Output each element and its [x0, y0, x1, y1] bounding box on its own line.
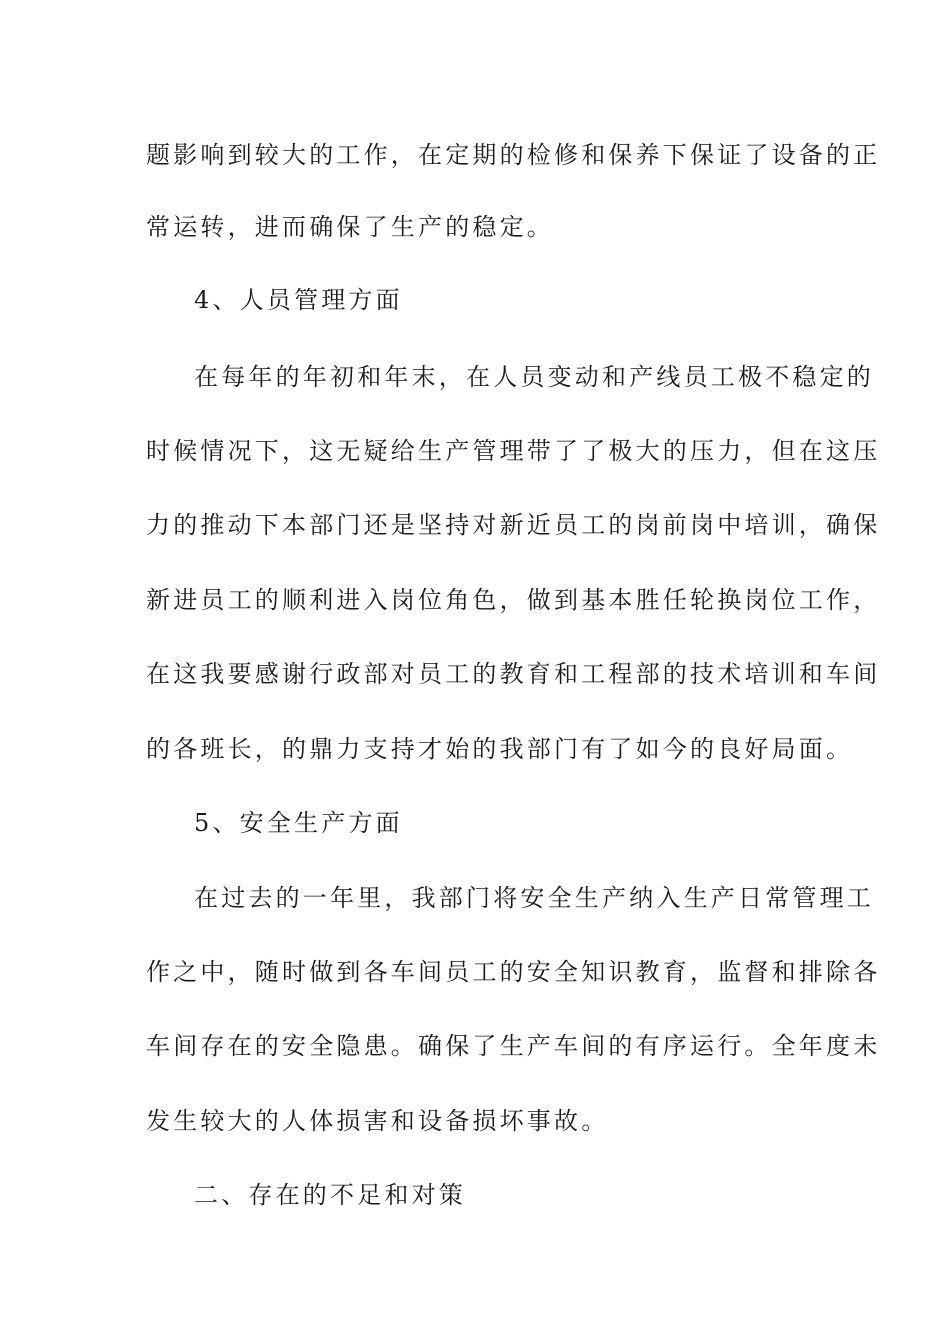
paragraph-line: 发生较大的人体损害和设备损坏事故。 — [146, 1107, 609, 1135]
paragraph-line: 在过去的一年里，我部门将安全生产纳入生产日常管理工 — [194, 884, 874, 912]
section-heading: 4、人员管理方面 — [194, 286, 403, 314]
section-heading: 二、存在的不足和对策 — [194, 1181, 466, 1209]
paragraph-line: 题影响到较大的工作，在定期的检修和保养下保证了设备的正 — [146, 141, 881, 169]
paragraph-line: 力的推动下本部门还是坚持对新近员工的岗前岗中培训，确保 — [146, 511, 881, 539]
paragraph-line: 新进员工的顺利进入岗位角色，做到基本胜任轮换岗位工作， — [146, 586, 881, 614]
paragraph-line: 在每年的年初和年末，在人员变动和产线员工极不稳定的 — [194, 363, 874, 391]
paragraph-line: 作之中，随时做到各车间员工的安全知识教育，监督和排除各 — [146, 958, 881, 986]
paragraph-line: 常运转，进而确保了生产的稳定。 — [146, 213, 554, 241]
section-heading: 5、安全生产方面 — [194, 809, 403, 837]
paragraph-line: 的各班长，的鼎力支持才始的我部门有了如今的良好局面。 — [146, 735, 854, 763]
paragraph-line: 车间存在的安全隐患。确保了生产车间的有序运行。全年度未 — [146, 1032, 881, 1060]
paragraph-line: 在这我要感谢行政部对员工的教育和工程部的技术培训和车间 — [146, 660, 881, 688]
paragraph-line: 时候情况下，这无疑给生产管理带了了极大的压力，但在这压 — [146, 437, 881, 465]
